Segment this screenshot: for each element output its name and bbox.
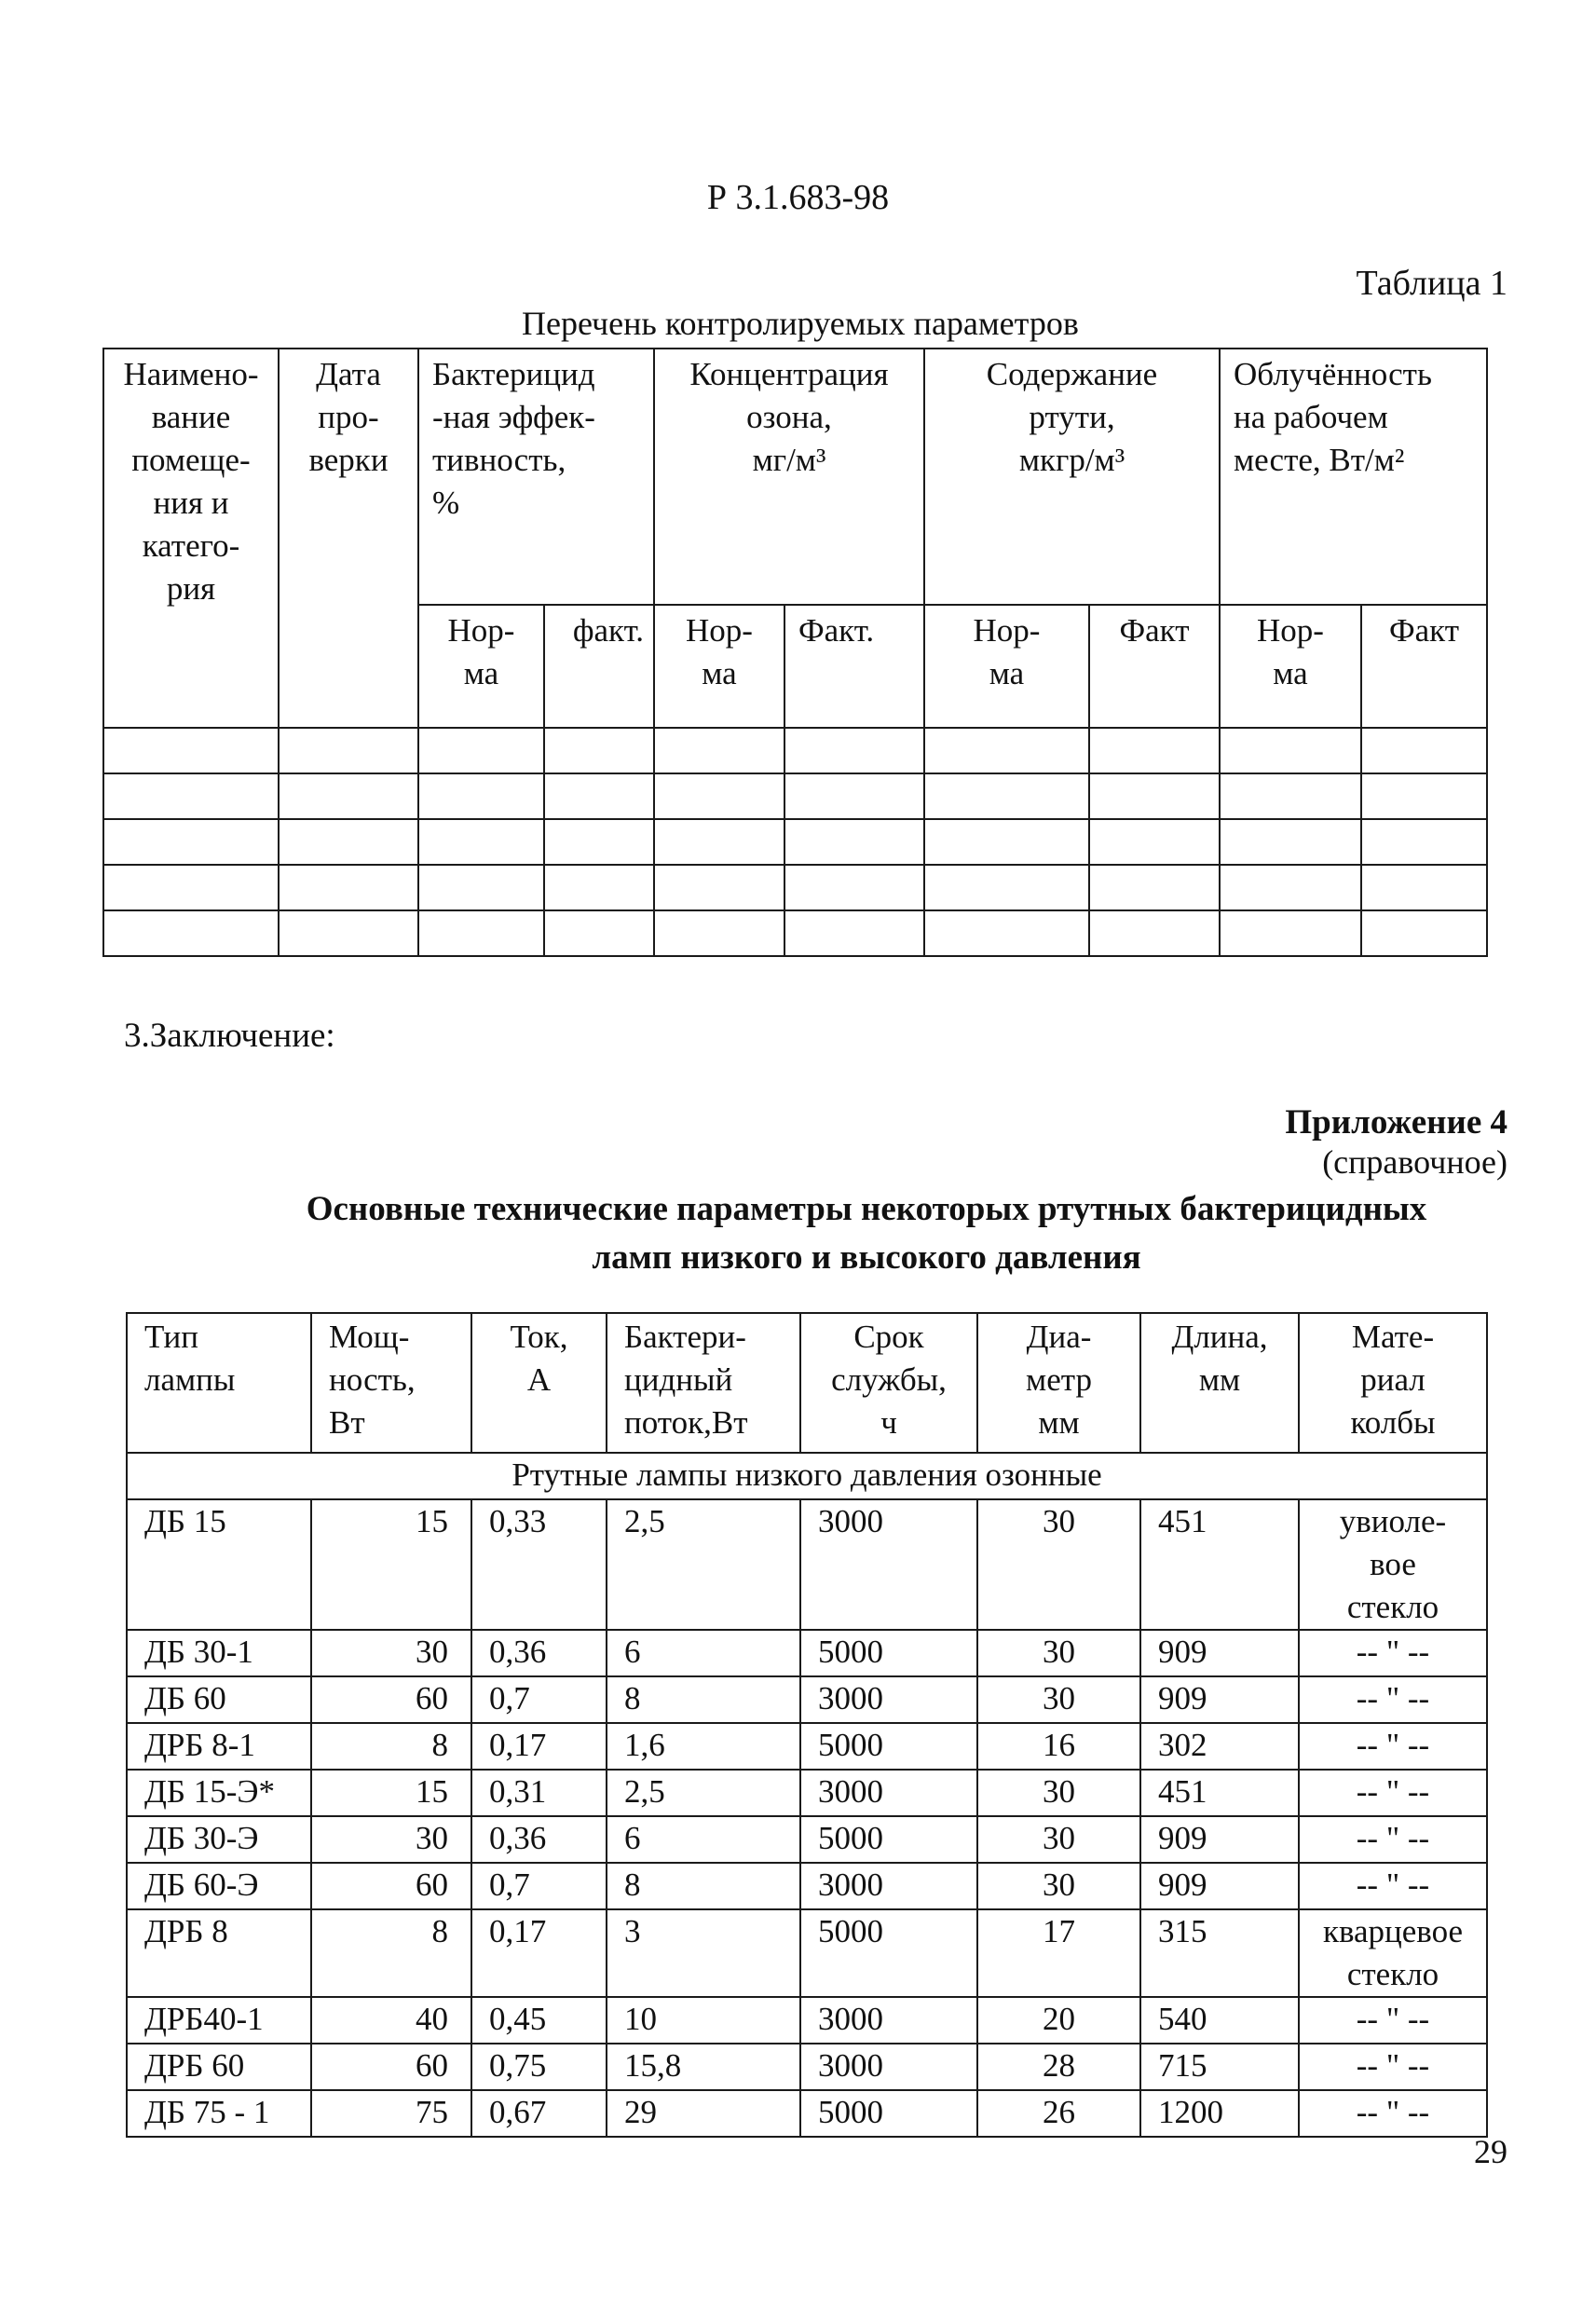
current-cell: 0,67 [471,2090,607,2137]
empty-row [103,728,1487,773]
flux-cell: 6 [607,1630,800,1676]
diameter-cell: 17 [977,1909,1140,1997]
lamp-row [127,1997,1487,2044]
life-cell: 3000 [800,1863,977,1909]
diameter-cell: 30 [977,1816,1140,1863]
appendix-title: Приложение 4 [1285,1103,1507,1142]
lamp-parameters-table [126,1312,1488,2138]
material-cell: -- " -- [1299,1723,1487,1770]
length-cell: 715 [1140,2044,1299,2090]
lamp-type-cell: ДБ 75 - 1 [127,2090,311,2137]
current-cell: 0,33 [471,1499,607,1630]
page-number: 29 [1474,2133,1507,2170]
lamp-row [127,2044,1487,2090]
empty-row [103,865,1487,910]
length-cell: 451 [1140,1770,1299,1816]
lamp-type-cell: ДРБ 8-1 [127,1723,311,1770]
header-mercury-content: Содержание ртути, мкгр/м³ [924,349,1220,605]
length-cell: 302 [1140,1723,1299,1770]
diameter-cell: 30 [977,1676,1140,1723]
header-irradiance: Облучённость на рабочем месте, Вт/м² [1220,349,1487,605]
subheader-actual: Факт [1361,605,1487,728]
length-cell: 909 [1140,1630,1299,1676]
document-code: Р 3.1.683-98 [706,178,890,217]
lamp-type-cell: ДРБ 8 [127,1909,311,1997]
power-cell: 60 [311,1863,471,1909]
length-cell: 909 [1140,1676,1299,1723]
lamp-type-cell: ДБ 15 [127,1499,311,1630]
material-cell: увиоле- вое стекло [1299,1499,1487,1630]
life-cell: 5000 [800,2090,977,2137]
material-cell: -- " -- [1299,1997,1487,2044]
power-cell: 8 [311,1909,471,1997]
flux-cell: 3 [607,1909,800,1997]
flux-cell: 8 [607,1863,800,1909]
lamp-row [127,1863,1487,1909]
flux-cell: 6 [607,1816,800,1863]
life-cell: 5000 [800,1723,977,1770]
power-cell: 40 [311,1997,471,2044]
empty-row [103,819,1487,865]
power-cell: 15 [311,1770,471,1816]
length-cell: 540 [1140,1997,1299,2044]
power-cell: 75 [311,2090,471,2137]
life-cell: 3000 [800,1676,977,1723]
current-cell: 0,36 [471,1816,607,1863]
life-cell: 5000 [800,1909,977,1997]
flux-cell: 29 [607,2090,800,2137]
header-length: Длина, мм [1140,1313,1299,1453]
lamp-row [127,1909,1487,1997]
subheader-actual: Факт [1089,605,1220,728]
power-cell: 60 [311,1676,471,1723]
diameter-cell: 26 [977,2090,1140,2137]
lamp-row [127,1499,1487,1630]
lamp-rows [127,1499,1487,2137]
current-cell: 0,36 [471,1630,607,1676]
material-cell: -- " -- [1299,1676,1487,1723]
diameter-cell: 30 [977,1863,1140,1909]
life-cell: 3000 [800,1997,977,2044]
header-ozone-concentration: Концентрация озона, мг/м³ [654,349,924,605]
header-power: Мощ- ность, Вт [311,1313,471,1453]
subheader-actual: факт. [544,605,654,728]
diameter-cell: 28 [977,2044,1140,2090]
lamp-row [127,1770,1487,1816]
lamp-type-cell: ДРБ40-1 [127,1997,311,2044]
flux-cell: 10 [607,1997,800,2044]
diameter-cell: 30 [977,1630,1140,1676]
empty-row [103,773,1487,819]
length-cell: 1200 [1140,2090,1299,2137]
current-cell: 0,75 [471,2044,607,2090]
header-service-life: Срок службы, ч [800,1313,977,1453]
power-cell: 30 [311,1630,471,1676]
appendix-heading-line: Основные технические параметры некоторых ртутных бактерицидных [306,1190,1427,1228]
material-cell: кварцевое стекло [1299,1909,1487,1997]
material-cell: -- " -- [1299,2044,1487,2090]
length-cell: 451 [1140,1499,1299,1630]
conclusion-label: 3.Заключение: [124,1017,335,1055]
subheader-norm: Нор- ма [1220,605,1361,728]
header-lamp-type: Тип лампы [127,1313,311,1453]
flux-cell: 1,6 [607,1723,800,1770]
flux-cell: 8 [607,1676,800,1723]
header-bactericidal-flux: Бактери- цидный поток,Вт [607,1313,800,1453]
lamp-type-cell: ДБ 30-Э [127,1816,311,1863]
material-cell: -- " -- [1299,2090,1487,2137]
lamp-type-cell: ДБ 60 [127,1676,311,1723]
header-room-name: Наимено- вание помеще- ния и катего- рия [103,349,279,728]
material-cell: -- " -- [1299,1863,1487,1909]
power-cell: 30 [311,1816,471,1863]
appendix-heading-line: ламп низкого и высокого давления [592,1238,1141,1277]
lamp-row [127,1816,1487,1863]
length-cell: 315 [1140,1909,1299,1997]
life-cell: 5000 [800,1630,977,1676]
life-cell: 3000 [800,1770,977,1816]
diameter-cell: 20 [977,1997,1140,2044]
material-cell: -- " -- [1299,1770,1487,1816]
appendix-heading [233,1185,1500,1282]
diameter-cell: 30 [977,1499,1140,1630]
power-cell: 15 [311,1499,471,1630]
current-cell: 0,7 [471,1676,607,1723]
power-cell: 8 [311,1723,471,1770]
subheader-norm: Нор- ма [924,605,1089,728]
subheader-norm: Нор- ма [418,605,544,728]
table-1-label: Таблица 1 [1356,264,1507,303]
lamp-type-cell: ДРБ 60 [127,2044,311,2090]
current-cell: 0,17 [471,1909,607,1997]
empty-row [103,910,1487,956]
appendix-subtitle: (справочное) [1322,1143,1507,1181]
current-cell: 0,7 [471,1863,607,1909]
life-cell: 3000 [800,1499,977,1630]
current-cell: 0,45 [471,1997,607,2044]
lamp-row [127,1723,1487,1770]
table-1-caption: Перечень контролируемых параметров [522,305,1079,342]
lamp-row [127,1676,1487,1723]
header-bactericidal-efficiency: Бактерицид -ная эффек- тивность, % [418,349,654,605]
header-bulb-material: Мате- риал колбы [1299,1313,1487,1453]
diameter-cell: 16 [977,1723,1140,1770]
power-cell: 60 [311,2044,471,2090]
controlled-parameters-table [102,348,1488,957]
header-current: Ток, А [471,1313,607,1453]
lamp-type-cell: ДБ 30-1 [127,1630,311,1676]
lamp-type-cell: ДБ 60-Э [127,1863,311,1909]
life-cell: 3000 [800,2044,977,2090]
material-cell: -- " -- [1299,1816,1487,1863]
section-title: Ртутные лампы низкого давления озонные [127,1453,1487,1499]
life-cell: 5000 [800,1816,977,1863]
material-cell: -- " -- [1299,1630,1487,1676]
header-diameter: Диа- метр мм [977,1313,1140,1453]
lamp-type-cell: ДБ 15-Э* [127,1770,311,1816]
flux-cell: 2,5 [607,1770,800,1816]
lamp-row [127,1630,1487,1676]
lamp-row [127,2090,1487,2137]
flux-cell: 2,5 [607,1499,800,1630]
header-check-date: Дата про- верки [279,349,418,728]
length-cell: 909 [1140,1863,1299,1909]
current-cell: 0,17 [471,1723,607,1770]
flux-cell: 15,8 [607,2044,800,2090]
subheader-norm: Нор- ма [654,605,784,728]
subheader-actual: Факт. [784,605,924,728]
current-cell: 0,31 [471,1770,607,1816]
length-cell: 909 [1140,1816,1299,1863]
diameter-cell: 30 [977,1770,1140,1816]
